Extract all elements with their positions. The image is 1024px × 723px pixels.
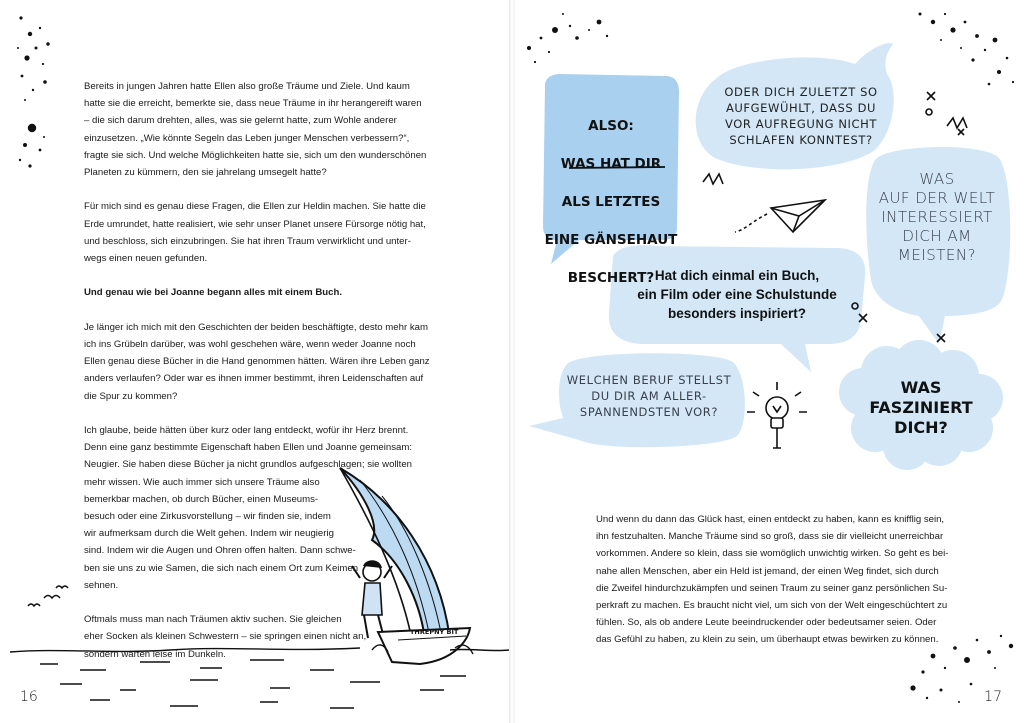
lightbulb-icon [747, 382, 807, 448]
paragraph: Je länger ich mich mit den Geschichten der beiden beschäftigte, desto mehr kam ich ins Grübeln darüber, was wohl geschehen wäre, wenn weder Joanne noch Ellen genau diese Bücher in die Hand genommen hätten. Wären ihre Leben ganz anders verlaufen? Oder war es ihnen immer bestimmt, ihren Leidenschaften auf die Spur zu kommen? [84, 321, 430, 402]
page-number: 17 [984, 689, 1002, 705]
bubble-line: BESCHERT? [567, 270, 655, 286]
bubble-aufgewuehlt: ODER DICH ZULETZT SO AUFGEWÜHLT, DASS DU VOR AUFREGUNG NICHT SCHLAFEN KONNTEST? [724, 85, 878, 147]
bubble-welt: WAS AUF DER WELT INTERESSIERT DICH AM MEISTEN? [878, 170, 996, 264]
zigzag-doodle [703, 174, 723, 184]
right-page-body [596, 511, 956, 666]
bubble-line: WAS HAT DIR [560, 156, 662, 172]
ink-splatter-icon [527, 13, 608, 63]
bubble-line: EINE GÄNSEHAUT [544, 232, 678, 248]
bubble-line: ALSO: [588, 118, 634, 134]
paragraph: Oftmals muss man nach Träumen aktiv suchen. Sie gleichen eher Socken als kleinen Schwestern – sie springen einen nicht an, sondern warten leise im Dunkeln. [84, 614, 367, 660]
bubble-line: ALS LETZTES [561, 194, 661, 210]
bubble-inspiriert: Hat dich einmal ein Buch, ein Film oder eine Schulstunde besonders inspiriert? [637, 268, 837, 321]
paragraph: Bereits in jungen Jahren hatte Ellen also große Träume und Ziele. Und kaum hatte sie die erreicht, bemerkte sie, dass neue Träume in ihr herangereift waren – die sich darum drehten, alles, was sie gelernt hatte, zum Wohle anderer einzusetzen. „Wie könnte Segeln das Leben junger Menschen verbessern?“, fragte sie sich. Und welche Möglichkeiten hatte sie, sich um den wunderschönen Planeten zu kümmern, den sie jahrelang umsegelt hatte? [84, 81, 427, 179]
bold-paragraph: Und genau wie bei Joanne begann alles mit einem Buch. [84, 287, 343, 299]
paragraph: Ich glaube, beide hätten über kurz oder lang entdeckt, wofür ihr Herz brennt. Denn eine ganz bestimmte Eigenschaft haben Ellen und Joanne gemeinsam: Neugier. Sie haben diese Bücher ja nicht grundlos aufgeschlagen; sie wollten mehr wissen. Wie auch immer sich unsere Träume also bemerkbar machen, ob durch Bücher, einen Museums- besuch oder eine Zirkusvorstellung – wir finden sie, indem wir aufmerksam durch die Welt gehen. Indem wir neugierig sind. Indem wir die Augen und Ohren offen halten. Dann schwe- ben sie uns zu wie Samen, die sich nach einem Ort zum Keimen sehnen. [84, 425, 413, 591]
left-page [0, 0, 509, 723]
bubble-fasziniert: WAS FASZINIERT DICH? [869, 378, 973, 437]
page-number: 16 [20, 689, 38, 705]
paper-plane-icon [735, 200, 825, 232]
boat-name: THREPNY BIT [410, 628, 459, 636]
sailboat-illustration [0, 0, 509, 723]
bubble-beruf: WELCHEN BERUF STELLST DU DIR AM ALLER- SPANNENDSTEN VOR? [566, 373, 732, 419]
paragraph: Für mich sind es genau diese Fragen, die Ellen zur Heldin machen. Sie hatte die Erde umrundet, hatte realisiert, wie sehr unser Planet unsere Fürsorge nötig hat, und beschloss, sich einzubringen. Sie hat ihren Traum verwirklicht und unter- wegs einen neuen gefunden. [84, 201, 426, 265]
seagull-icon [28, 586, 68, 606]
paragraph: Und wenn du dann das Glück hast, einen entdeckt zu haben, kann es knifflig sein, ihn festzuhalten. Manche Träume sind so groß, dass sie dir vielleicht unerreichbar vorkommen. Andere so klein, dass sie womöglich unwichtig wirken. So geht es bei- nahe allen Menschen, aber ein Held ist jemand, der einen Weg findet, sich durch die Zweifel hindurchzukämpfen und seinen Traum zu seiner ganz persönlichen Su- perkraft zu machen. Es braucht nicht viel, um sich von der Welt eingeschüchtert zu fühlen. So, als ob andere Leute beeindruckender oder bedeutsamer seien. Oder das Gefühl zu haben, zu klein zu sein, um überhaupt etwas bewirken zu können. [596, 514, 949, 646]
